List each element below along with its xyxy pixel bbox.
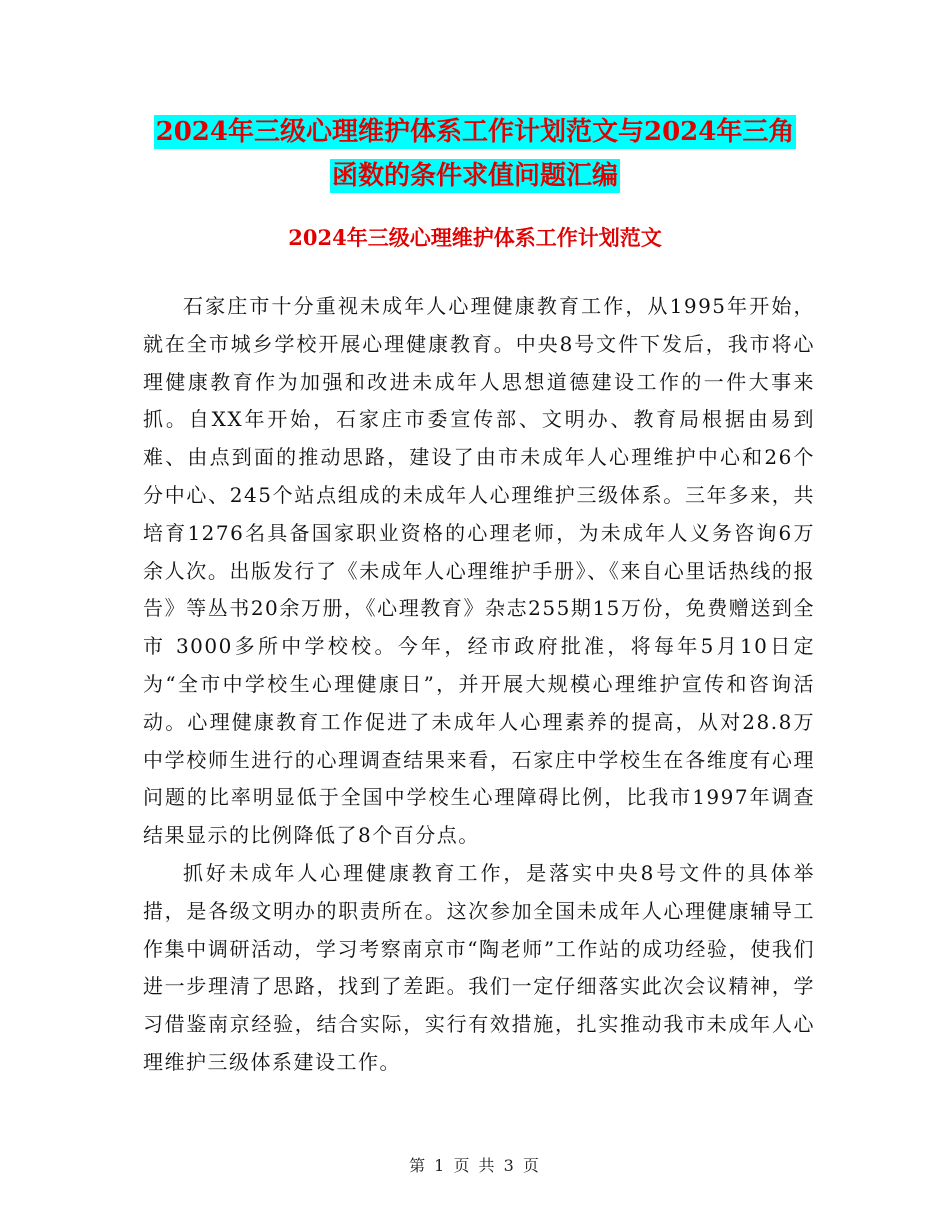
document-body <box>143 288 815 1082</box>
title-line-1-text: 2024年三级心理维护体系工作计划范文与2024年三角 <box>155 117 795 147</box>
section-heading: 2024年三级心理维护体系工作计划范文 <box>288 225 662 250</box>
page-number-footer: 第 1 页 共 3 页 <box>409 1156 541 1175</box>
title-line-1 <box>0 108 950 156</box>
title-line-2-text: 函数的条件求值问题汇编 <box>331 161 618 191</box>
paragraph-2: 抓好未成年人心理健康教育工作，是落实中央8号文件的具体举措，是各级文明办的职责所在。这次参加全国未成年人心理健康辅导工作集中调研活动，学习考察南京市“陶老师”工作站的成功经验，使我们进一步理清了思路，找到了差距。我们一定仔细落实此次会议精神，学习借鉴南京经验，结合实际，实行有效措施，扎实推动我市未成年人心理维护三级体系建设工作。 <box>143 860 815 1074</box>
title-line-2 <box>0 152 950 200</box>
paragraph-1: 石家庄市十分重视未成年人心理健康教育工作，从1995年开始，就在全市城乡学校开展心理健康教育。中央8号文件下发后，我市将心理健康教育作为加强和改进未成年人思想道德建设工作的一件大事来抓。自XX年开始，石家庄市委宣传部、文明办、教育局根据由易到难、由点到面的推动思路，建设了由市未成年人心理维护中心和26个分中心、245个站点组成的未成年人心理维护三级体系。三年多来，共培育1276名具备国家职业资格的心理老师，为未成年人义务咨询6万余人次。出版发行了《未成年人心理维护手册》、《来自心里话热线的报告》等丛书20余万册，《心理教育》杂志255期15万份，免费赠送到全市 3000多所中学校校。今年，经市政府批准，将每年5月10日定为“全市中学校生心理健康日”，并开展大规模心理维护宣传和咨询活动。心理健康教育工作促进了未成年人心理素养的提高，从对28.8万中学校师生进行的心理调查结果来看，石家庄中学校生在各维度有心理问题的比率明显低于全国中学校生心理障碍比例，比我市1997年调查结果显示的比例降低了8个百分点。 <box>143 294 815 848</box>
